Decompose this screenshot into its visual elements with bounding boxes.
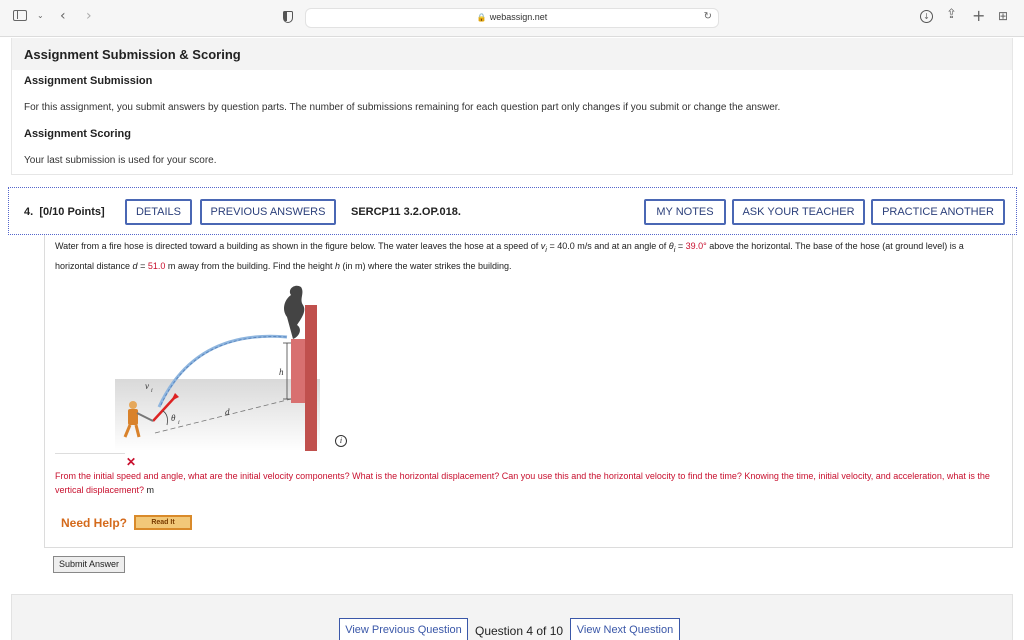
info-icon[interactable]: i bbox=[335, 435, 347, 447]
label-d: d bbox=[225, 407, 230, 417]
browser-toolbar bbox=[0, 0, 1024, 37]
assignment-info-panel bbox=[11, 38, 1013, 175]
question-code: SERCP11 3.2.OP.018. bbox=[351, 206, 461, 218]
share-icon[interactable]: ⇪ bbox=[946, 7, 957, 22]
grid-icon[interactable]: ⊞ bbox=[998, 9, 1009, 23]
question-header bbox=[8, 187, 1017, 235]
label-v-sub: i bbox=[151, 388, 153, 394]
my-notes-button[interactable]: MY NOTES bbox=[644, 199, 726, 225]
lock-icon: 🔒 bbox=[476, 13, 487, 22]
submission-text: For this assignment, you submit answers by question parts. The number of submissions remaining for each question part only changes if you submit or change the answer. bbox=[24, 102, 781, 113]
question-number: 4. [0/10 Points] bbox=[24, 206, 105, 218]
distance-value: 51.0 bbox=[147, 260, 166, 271]
question-body bbox=[44, 235, 1013, 548]
label-v: v bbox=[145, 381, 149, 391]
building-face bbox=[291, 339, 305, 403]
question-position: Question 4 of 10 bbox=[475, 624, 564, 638]
hint-text: From the initial speed and angle, what are the initial velocity components? What is the horizontal displacement? Can you use this and the horizontal velocity to find the time? Knowing the time, initial velocity, and acceleration, what is the vertical displacement? m bbox=[55, 471, 990, 495]
chevron-down-icon[interactable]: ⌄ bbox=[37, 11, 44, 20]
info-title: Assignment Submission & Scoring bbox=[24, 47, 241, 62]
fire-hose-figure bbox=[115, 281, 365, 451]
address-bar[interactable] bbox=[305, 8, 719, 28]
building bbox=[305, 305, 317, 451]
read-it-button[interactable]: Read It bbox=[134, 515, 192, 530]
angle-value: 39.0° bbox=[685, 241, 707, 251]
chevron-left-icon[interactable]: ‹ bbox=[60, 8, 66, 24]
need-help-label: Need Help? bbox=[61, 516, 128, 530]
previous-answers-button[interactable]: PREVIOUS ANSWERS bbox=[200, 199, 336, 225]
shield-icon[interactable] bbox=[283, 11, 293, 23]
reload-icon[interactable]: ↻ bbox=[703, 11, 712, 22]
submission-heading: Assignment Submission bbox=[24, 75, 153, 87]
label-theta-sub: i bbox=[178, 420, 180, 426]
practice-another-button[interactable]: PRACTICE ANOTHER bbox=[871, 199, 1005, 225]
question-navigation bbox=[11, 594, 1013, 640]
info-header bbox=[12, 38, 1012, 70]
ask-your-teacher-button[interactable]: ASK YOUR TEACHER bbox=[732, 199, 865, 225]
submit-answer-button[interactable]: Submit Answer bbox=[53, 556, 125, 573]
sidebar-icon[interactable] bbox=[13, 10, 27, 21]
view-next-question-button[interactable]: View Next Question bbox=[570, 618, 680, 640]
question-points: [0/10 Points] bbox=[39, 206, 105, 218]
question-text: Water from a fire hose is directed toward a building as shown in the figure below. The water leaves the hose at a speed of $v_i = 40.0$ m/s and at an angle of $\theta_i = 39.0^\circ$ above the horizontal. The base of the hose (at ground level) is a horizontal distance d = 51.0 m away from the building. Find the height h (in m) where the water strikes the building. bbox=[55, 241, 964, 271]
plus-icon[interactable]: + bbox=[972, 6, 986, 25]
label-theta: θ bbox=[171, 413, 176, 423]
incorrect-icon: ✕ bbox=[126, 455, 137, 469]
scoring-text: Your last submission is used for your score. bbox=[24, 155, 217, 166]
smoke bbox=[284, 286, 304, 339]
label-h: h bbox=[279, 367, 284, 377]
chevron-right-icon[interactable]: › bbox=[86, 8, 92, 24]
url-text[interactable]: 🔒 webassign.net bbox=[476, 12, 548, 22]
scoring-heading: Assignment Scoring bbox=[24, 128, 131, 140]
answer-input[interactable] bbox=[55, 453, 125, 454]
download-icon[interactable]: ↓ bbox=[920, 10, 933, 23]
details-button[interactable]: DETAILS bbox=[125, 199, 192, 225]
view-previous-question-button[interactable]: View Previous Question bbox=[339, 618, 468, 640]
